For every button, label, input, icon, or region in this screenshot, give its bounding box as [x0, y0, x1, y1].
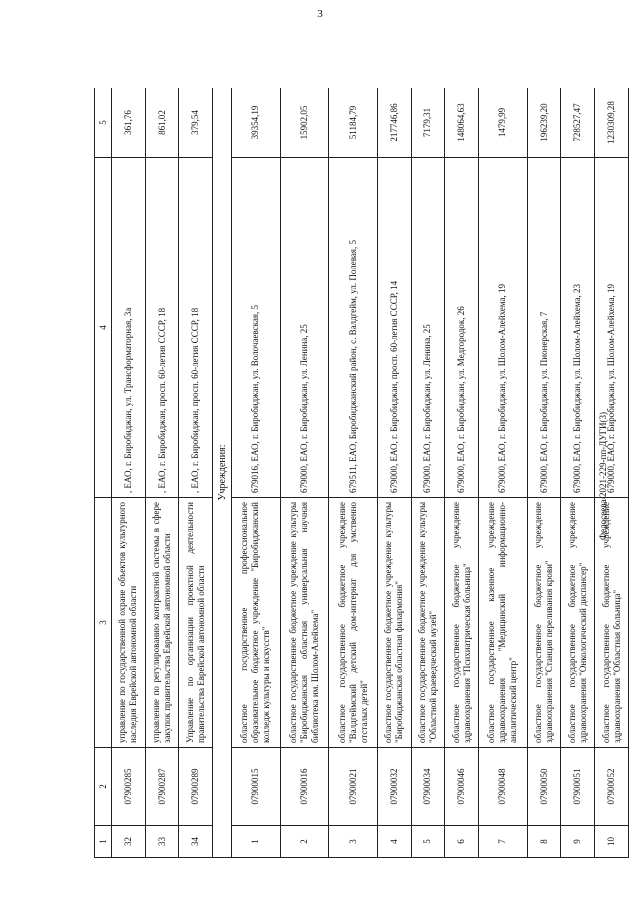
table-row	[411, 88, 445, 858]
cell-amount: 15902,05	[280, 88, 329, 158]
page-number: 3	[317, 8, 323, 20]
cell-name: областное государственное бюджетное учреждение "Валдгеймский детский дом-интернат для умственно отсталых детей"	[329, 498, 378, 748]
cell-amount: 7179,31	[411, 88, 445, 158]
cell-code: 07900050	[527, 748, 561, 826]
header-cell: 1	[95, 826, 112, 858]
table-row	[377, 88, 411, 858]
cell-code: 07900287	[145, 748, 179, 826]
cell-amount: 728527,47	[561, 88, 595, 158]
header-cell: 4	[95, 158, 112, 498]
rotated-table-container	[94, 88, 629, 858]
cell-address: 679000, ЕАО, г. Биробиджан, ул. Пионерская, 7	[527, 158, 561, 498]
table-row	[329, 88, 378, 858]
cell-name: областное государственное бюджетное учреждение здравоохранения "Онкологический диспансер"	[561, 498, 595, 748]
cell-code: 07900046	[445, 748, 479, 826]
table-area	[94, 88, 629, 858]
cell-name: областное государственное профессиональное образовательное бюджетное учреждение "Биробиджанский колледж культуры и искусств"	[232, 498, 281, 748]
cell-name: Управление по организации проектной деятельности правительства Еврейской автономной области	[179, 498, 213, 748]
header-row	[95, 88, 112, 858]
cell-num: 1	[232, 826, 281, 858]
table-row	[280, 88, 329, 858]
footer-reference: Федосеева/2021-229-пп-ДУГИ(3)	[598, 412, 608, 540]
cell-amount: 361,76	[112, 88, 146, 158]
cell-amount: 861,02	[145, 88, 179, 158]
cell-num: 3	[329, 826, 378, 858]
cell-address: 679000, ЕАО, г. Биробиджан, ул. Медгородок, 26	[445, 158, 479, 498]
cell-address: 679000, ЕАО, г. Биробиджан, ул. Ленина, 25	[280, 158, 329, 498]
cell-address: 679000, ЕАО, г. Биробиджан, просп. 60-летия СССР, 14	[377, 158, 411, 498]
cell-code: 07900032	[377, 748, 411, 826]
table-row	[527, 88, 561, 858]
cell-num: 10	[595, 826, 629, 858]
table-row	[445, 88, 479, 858]
cell-code: 07900015	[232, 748, 281, 826]
cell-address: 679000, ЕАО, г. Биробиджан, ул. Шолом-Алейхема, 23	[561, 158, 595, 498]
cell-address: 679000, ЕАО, г. Биробиджан, ул. Шолом-Алейхема, 19	[479, 158, 528, 498]
cell-num: 6	[445, 826, 479, 858]
cell-num: 32	[112, 826, 146, 858]
cell-name: областное государственное бюджетное учреждение культуры "Биробиджанская областная универсальная научная библиотека им. Шолом-Алейхема"	[280, 498, 329, 748]
cell-address: 679000, ЕАО, г. Биробиджан, ул. Шолом-Алейхема, 19	[595, 158, 629, 498]
cell-name: областное государственное бюджетное учреждение культуры "Биробиджанская областная филармония"	[377, 498, 411, 748]
table-row	[112, 88, 146, 858]
cell-num: 7	[479, 826, 528, 858]
section-title: Учреждения:	[213, 88, 232, 858]
cell-num: 34	[179, 826, 213, 858]
table-row	[561, 88, 595, 858]
cell-address: 679000, ЕАО, г. Биробиджан, ул. Ленина, 25	[411, 158, 445, 498]
cell-amount: 196239,20	[527, 88, 561, 158]
cell-address: , ЕАО, г. Биробиджан, просп. 60-летия СССР, 18	[145, 158, 179, 498]
cell-code: 07900289	[179, 748, 213, 826]
header-cell: 3	[95, 498, 112, 748]
header-cell: 2	[95, 748, 112, 826]
cell-num: 33	[145, 826, 179, 858]
cell-name: областное государственное бюджетное учреждение здравоохранения "Станция переливания крови"	[527, 498, 561, 748]
header-cell: 5	[95, 88, 112, 158]
cell-code: 07900048	[479, 748, 528, 826]
cell-amount: 39354,19	[232, 88, 281, 158]
cell-amount: 217746,86	[377, 88, 411, 158]
cell-code: 07900052	[595, 748, 629, 826]
cell-num: 9	[561, 826, 595, 858]
cell-name: управление по регулированию контрактной системы в сфере закупок правительства Еврейской автономной области	[145, 498, 179, 748]
table-row	[232, 88, 281, 858]
cell-amount: 1230309,28	[595, 88, 629, 158]
section-row	[213, 88, 232, 858]
cell-code: 07900034	[411, 748, 445, 826]
cell-address: 679016, ЕАО, г. Биробиджан, ул. Волочаевская, 5	[232, 158, 281, 498]
cell-name: управление по государственной охране объектов культурного наследия Еврейской автономной области	[112, 498, 146, 748]
table-row	[179, 88, 213, 858]
cell-name: областное государственное бюджетное учреждение здравоохранения "Психиатрическая больница"	[445, 498, 479, 748]
cell-num: 2	[280, 826, 329, 858]
footer-container	[598, 240, 612, 540]
cell-num: 8	[527, 826, 561, 858]
cell-amount: 1479,99	[479, 88, 528, 158]
cell-code: 07900051	[561, 748, 595, 826]
cell-amount: 148064,63	[445, 88, 479, 158]
table-row	[479, 88, 528, 858]
cell-address: , ЕАО, г. Биробиджан, ул. Трансформаторная, 3а	[112, 158, 146, 498]
cell-num: 4	[377, 826, 411, 858]
cell-amount: 379,54	[179, 88, 213, 158]
cell-address: , ЕАО, г. Биробиджан, просп. 60-летия СССР, 18	[179, 158, 213, 498]
cell-code: 07900285	[112, 748, 146, 826]
cell-code: 07900021	[329, 748, 378, 826]
cell-address: 679511, ЕАО, Биробиджанский район, с. Валдгейм, ул. Полевая, 5	[329, 158, 378, 498]
cell-name: областное государственное бюджетное учреждение здравоохранения "Областная больница"	[595, 498, 629, 748]
cell-name: областное государственное бюджетное учреждение культуры "Областной краеведческий музей"	[411, 498, 445, 748]
institutions-table	[94, 88, 629, 858]
cell-num: 5	[411, 826, 445, 858]
cell-code: 07900016	[280, 748, 329, 826]
cell-amount: 51184,79	[329, 88, 378, 158]
table-row	[145, 88, 179, 858]
cell-name: областное государственное казенное учреждение здравоохранения "Медицинский информационно- аналитический центр"	[479, 498, 528, 748]
